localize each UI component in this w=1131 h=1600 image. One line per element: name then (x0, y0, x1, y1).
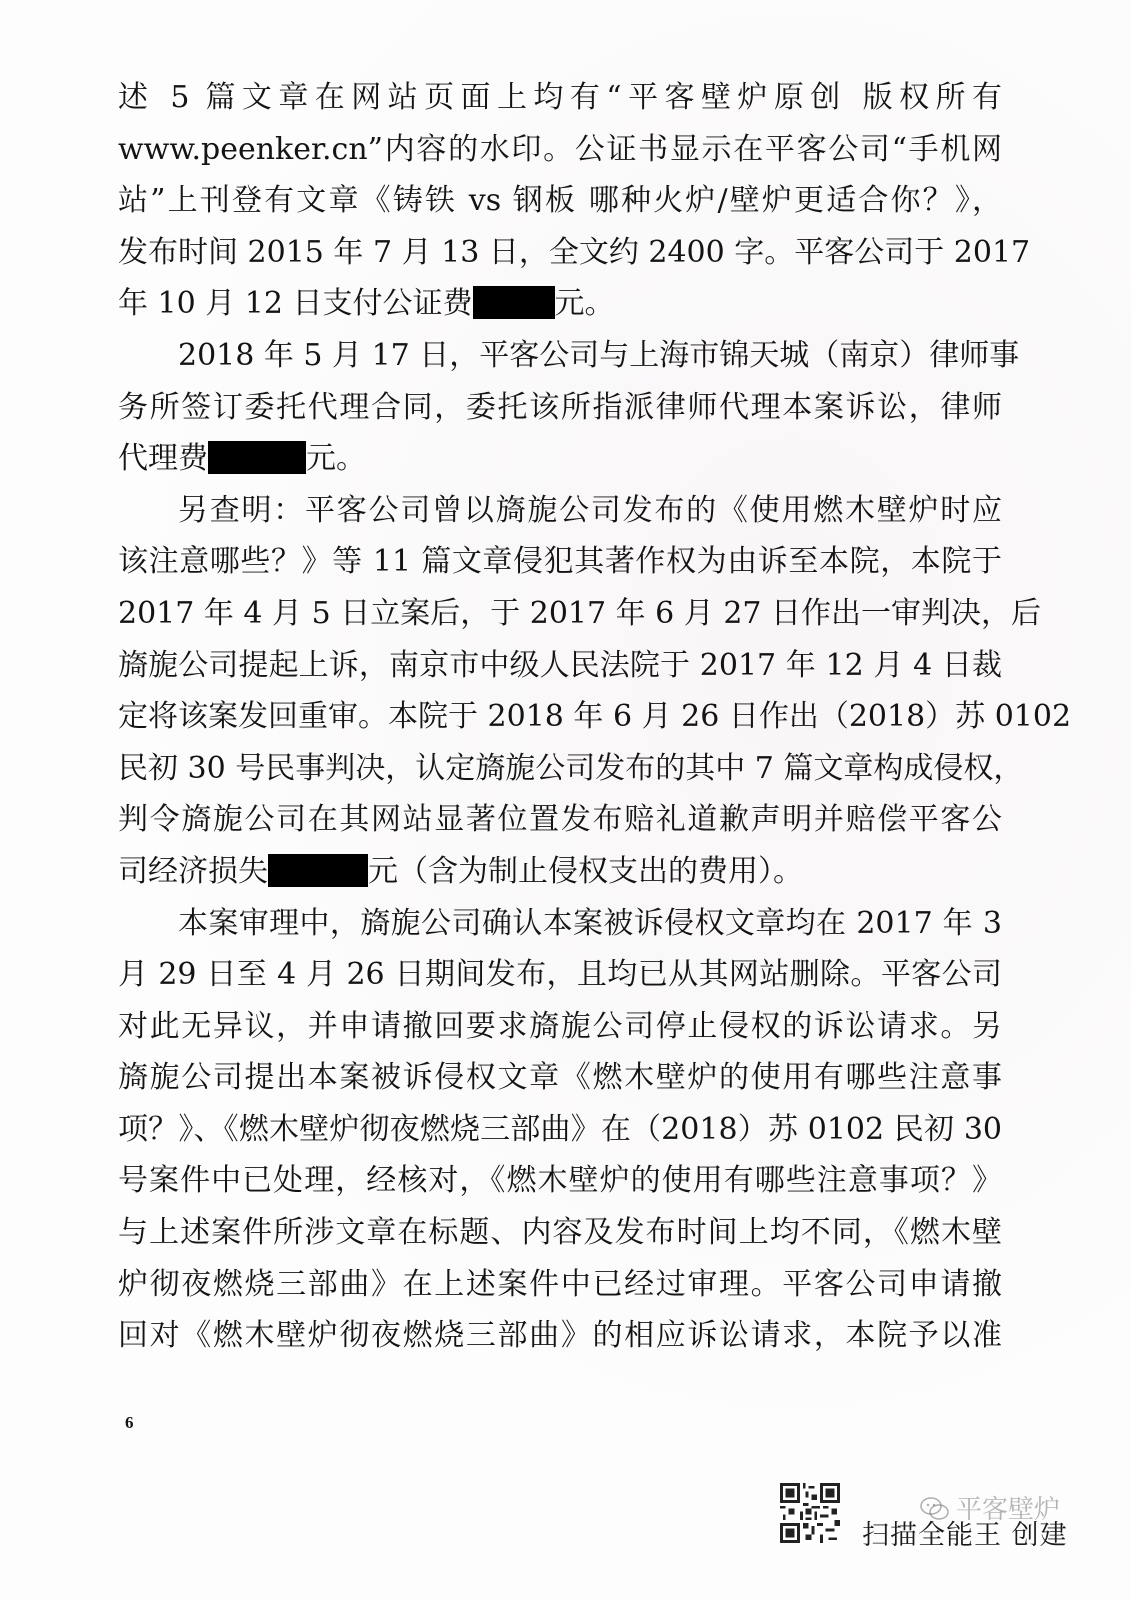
line-text: 代理费 (118, 441, 208, 477)
line-text: 本案审理中，旖旎公司确认本案被诉侵权文章均在 2017 年 3 (178, 905, 1002, 941)
line-text: 另查明：平客公司曾以旖旎公司发布的《使用燃木壁炉时应 (178, 492, 1002, 528)
line-text: 2018 年 5 月 17 日，平客公司与上海市锦天城（南京）律师事 (178, 337, 1020, 373)
text-line (118, 72, 1002, 124)
text-line (118, 1155, 1002, 1207)
text-line (118, 433, 1002, 485)
text-line (118, 588, 1042, 640)
redaction-box (208, 441, 306, 474)
line-text: 民初 30 号民事判决，认定旖旎公司发布的其中 7 篇文章构成侵权， (118, 750, 1024, 786)
line-text: 项？》、《燃木壁炉彻夜燃烧三部曲》在（2018）苏 0102 民初 30 (118, 1111, 1002, 1147)
text-line (118, 1104, 1002, 1156)
scanner-footer (780, 1483, 1110, 1553)
line-text: 该注意哪些？》等 11 篇文章侵犯其著作权为由诉至本院，本院于 (118, 544, 1002, 580)
watermark-text: 平客壁炉 (956, 1495, 1061, 1525)
text-line (118, 330, 1020, 382)
line-text: 旖旎公司提起上诉，南京市中级人民法院于 2017 年 12 月 4 日裁 (118, 647, 1002, 683)
line-text: 回对《燃木壁炉彻夜燃烧三部曲》的相应诉讼请求，本院予以准 (118, 1318, 1002, 1354)
redaction-box (268, 854, 368, 887)
line-text: www.peenker.cn”内容的水印。公证书显示在平客公司“手机网 (118, 131, 1002, 167)
text-line (118, 175, 1002, 227)
text-line (118, 1207, 1002, 1259)
line-text: 炉彻夜燃烧三部曲》在上述案件中已经过审理。平客公司申请撤 (118, 1266, 1002, 1302)
line-text: 发布时间 2015 年 7 月 13 日，全文约 2400 字。平客公司于 2017 (118, 234, 1031, 270)
text-line (118, 124, 1002, 176)
line-text: 对此无异议，并申请撤回要求旖旎公司停止侵权的诉讼请求。另 (118, 1008, 1002, 1044)
text-line (118, 640, 1002, 692)
line-text: 旖旎公司提出本案被诉侵权文章《燃木壁炉的使用有哪些注意事 (118, 1060, 1002, 1096)
line-text: 元。 (554, 286, 615, 322)
page-number: 6 (125, 1413, 134, 1432)
line-text: 号案件中已处理，经核对，《燃木壁炉的使用有哪些注意事项？》 (118, 1163, 1002, 1199)
line-text: 元（含为制止侵权支出的费用）。 (368, 853, 803, 889)
line-text: 站”上刊登有文章《铸铁 vs 钢板 哪种火炉/壁炉更适合你？》， (118, 183, 1002, 219)
text-line (118, 898, 1002, 950)
text-line (118, 743, 1024, 795)
text-line (118, 227, 1031, 279)
scan-credit-text: 扫描全能王 创建 (862, 1520, 1068, 1551)
text-line (118, 794, 1002, 846)
line-text: 年 10 月 12 日支付公证费 (118, 286, 473, 322)
text-line (118, 382, 1002, 434)
text-line (118, 536, 1002, 588)
text-line (118, 1001, 1002, 1053)
text-line (118, 485, 1002, 537)
line-text: 司经济损失 (118, 853, 268, 889)
line-text: 2017 年 4 月 5 日立案后，于 2017 年 6 月 27 日作出一审判决，后 (118, 595, 1042, 631)
text-line (118, 691, 1072, 743)
text-line (118, 949, 1002, 1001)
line-text: 月 29 日至 4 月 26 日期间发布，且均已从其网站删除。平客公司 (118, 957, 1002, 993)
qr-code-icon (780, 1483, 840, 1543)
line-text: 定将该案发回重审。本院于 2018 年 6 月 26 日作出（2018）苏 0102 (118, 699, 1072, 735)
line-text: 述 5 篇文章在网站页面上均有“平客壁炉原创 版权所有 (118, 80, 1002, 115)
text-line (118, 1310, 1002, 1362)
text-line (118, 1259, 1002, 1311)
line-text: 务所签订委托代理合同，委托该所指派律师代理本案诉讼，律师 (118, 389, 1002, 425)
line-text: 元。 (306, 441, 366, 477)
text-line (118, 846, 1002, 898)
line-text: 判令旖旎公司在其网站显著位置发布赔礼道歉声明并赔偿平客公 (118, 802, 1002, 838)
text-line (118, 1052, 1002, 1104)
redaction-box (473, 286, 555, 319)
line-text: 与上述案件所涉文章在标题、内容及发布时间上均不同，《燃木壁 (118, 1215, 1002, 1251)
text-line (118, 278, 1002, 330)
body-text (118, 72, 1072, 1362)
